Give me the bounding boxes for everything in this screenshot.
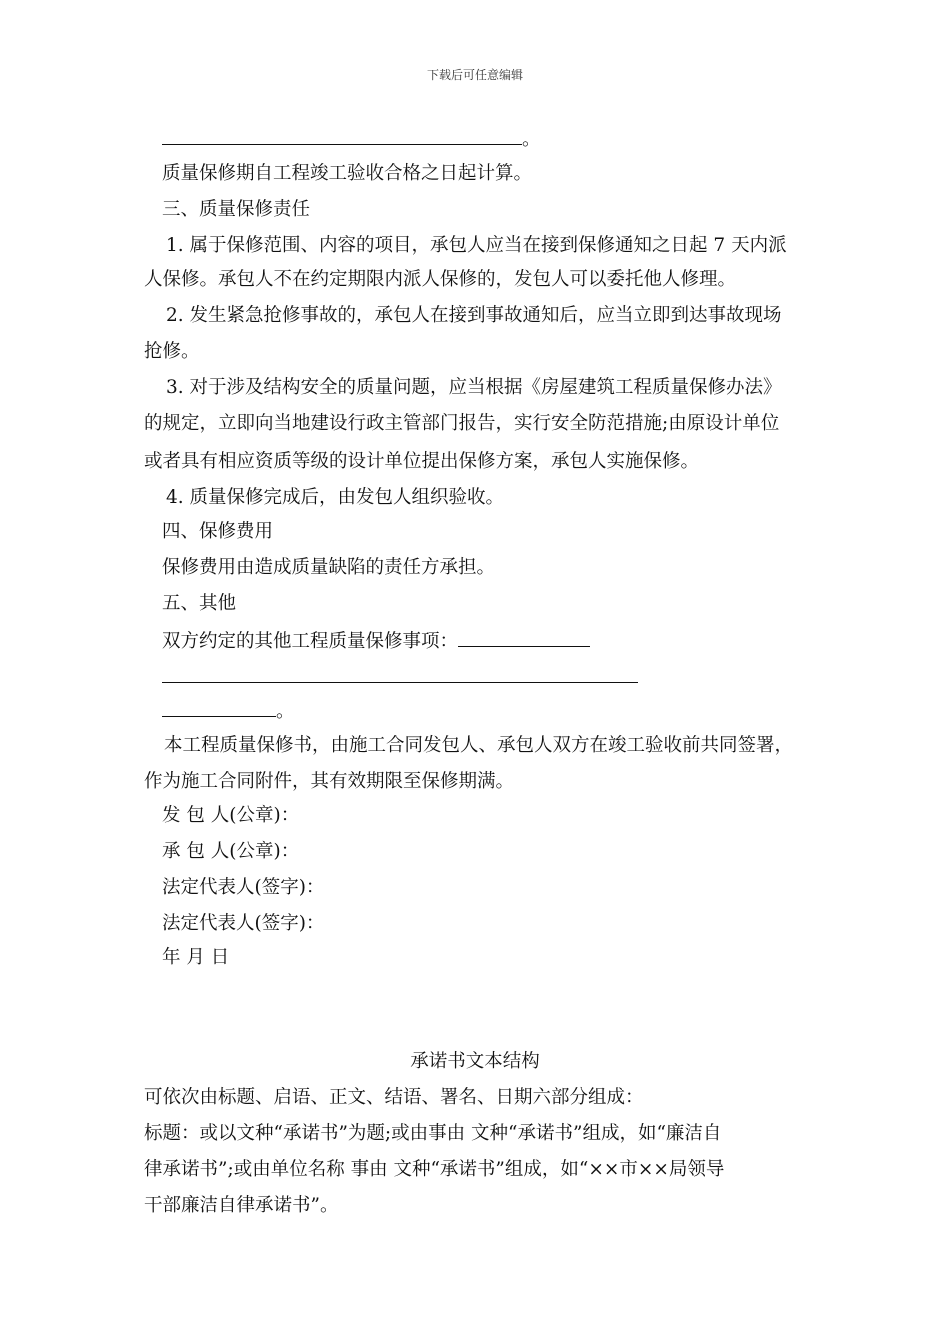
item3-line2: 的规定，立即向当地建设行政主管部门报告，实行安全防范措施;由原设计单位	[144, 413, 780, 434]
item1-line2: 人保修。承包人不在约定期限内派人保修的，发包人可以委托他人修理。	[144, 269, 737, 290]
underline-blank	[162, 664, 638, 683]
heading-warranty-responsibility: 三、质量保修责任	[162, 199, 311, 220]
pledge-line2: 标题：或以文种“承诺书”为题;或由事由 文种“承诺书”组成，如“廉洁自	[144, 1123, 722, 1144]
underline-blank	[162, 126, 522, 145]
signature-contractor: 承 包 人(公章)：	[162, 841, 300, 862]
heading-warranty-fee: 四、保修费用	[162, 521, 274, 542]
other-matters-label: 双方约定的其他工程质量保修事项：	[162, 631, 459, 652]
date-line: 年 月 日	[162, 947, 230, 968]
pledge-line4: 干部廉洁自律承诺书”。	[144, 1195, 339, 1216]
closing-line1: 本工程质量保修书，由施工合同发包人、承包人双方在竣工验收前共同签署，	[164, 735, 794, 756]
warranty-fee-text: 保修费用由造成质量缺陷的责任方承担。	[162, 557, 496, 578]
signature-legal-rep-2: 法定代表人(签字)：	[162, 913, 325, 934]
warranty-period-text: 质量保修期自工程竣工验收合格之日起计算。	[162, 163, 533, 184]
blank-line-2	[162, 664, 638, 690]
closing-line2: 作为施工合同附件，其有效期限至保修期满。	[144, 771, 515, 792]
blank-end-mark: 。	[276, 701, 295, 722]
underline-blank	[458, 628, 590, 647]
signature-legal-rep-1: 法定代表人(签字)：	[162, 877, 325, 898]
item4: 4. 质量保修完成后，由发包人组织验收。	[166, 487, 505, 508]
blank-end-mark: 。	[522, 129, 541, 150]
pledge-line1: 可依次由标题、启语、正文、结语、署名、日期六部分组成：	[144, 1087, 644, 1108]
item3-line1: 3. 对于涉及结构安全的质量问题，应当根据《房屋建筑工程质量保修办法》	[166, 377, 782, 398]
other-matters-line	[162, 628, 590, 654]
blank-line-1	[162, 126, 541, 152]
pledge-line3: 律承诺书”;或由单位名称 事由 文种“承诺书”组成，如“××市××局领导	[144, 1159, 725, 1180]
pledge-title: 承诺书文本结构	[410, 1051, 540, 1072]
item2-line2: 抢修。	[144, 341, 200, 362]
signature-employer: 发 包 人(公章)：	[162, 805, 300, 826]
item3-line3: 或者具有相应资质等级的设计单位提出保修方案，承包人实施保修。	[144, 451, 700, 472]
heading-other: 五、其他	[162, 593, 237, 614]
item1-line1: 1. 属于保修范围、内容的项目，承包人应当在接到保修通知之日起 7 天内派	[166, 235, 787, 256]
underline-blank	[162, 698, 276, 717]
item2-line1: 2. 发生紧急抢修事故的，承包人在接到事故通知后，应当立即到达事故现场	[166, 305, 782, 326]
page-header: 下载后可任意编辑	[426, 68, 523, 82]
blank-line-3	[162, 698, 295, 724]
